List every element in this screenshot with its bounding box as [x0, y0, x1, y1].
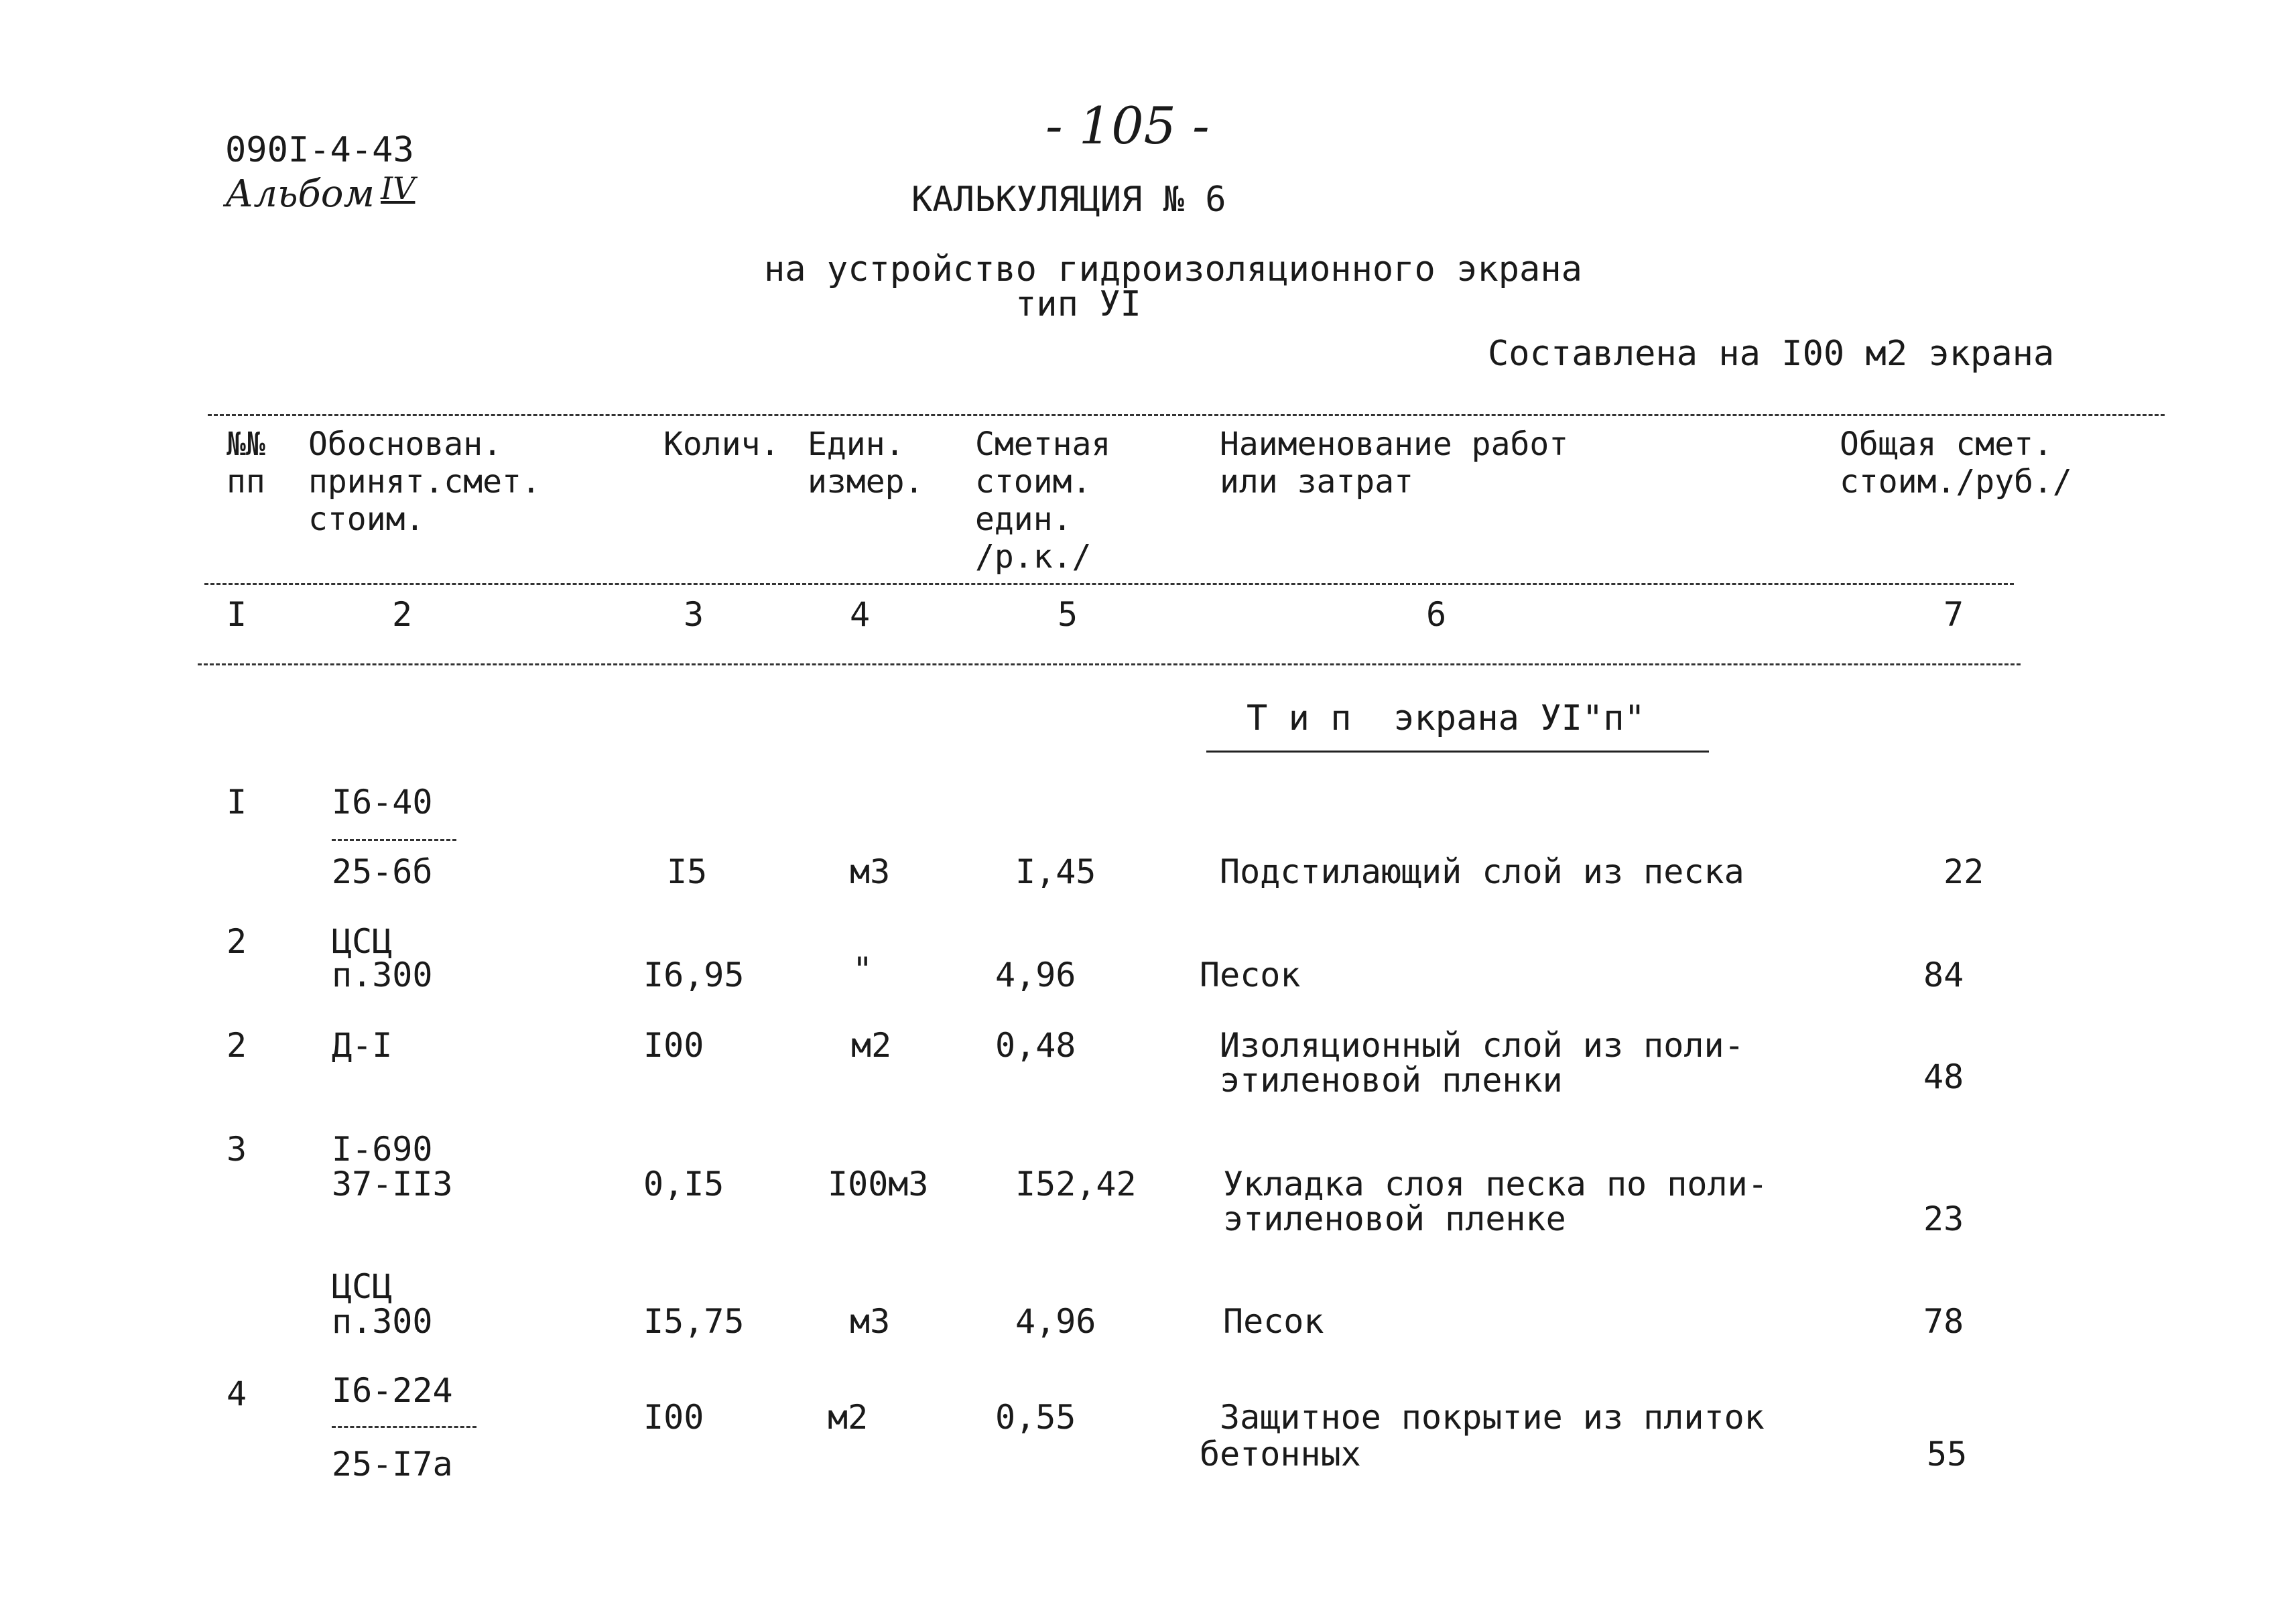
row-1-number: I: [227, 783, 247, 822]
column-header-work-name: Наименование работ или затрат: [1220, 426, 1569, 501]
album-label: Альбом: [225, 172, 375, 216]
row-6-number: 4: [227, 1374, 247, 1413]
row-5-total: 78: [1923, 1302, 1964, 1341]
row-1-basis-bottom: 25-6б: [332, 852, 433, 891]
row-4-unit: I00м3: [828, 1165, 929, 1204]
section-title-underline: [1206, 751, 1709, 753]
album-number: IV: [381, 170, 416, 206]
calculation-subtitle: на устройство гидроизоляционного экрана: [764, 249, 1582, 289]
row-4-number: 3: [227, 1130, 247, 1169]
column-number-6: 6: [1426, 595, 1447, 634]
row-5-unit: м3: [850, 1302, 891, 1341]
row-5-unit-cost: 4,96: [1015, 1302, 1096, 1341]
row-5-quantity: I5,75: [643, 1302, 745, 1341]
column-number-1: I: [227, 595, 247, 634]
row-3-basis-top: Д-I: [332, 1026, 393, 1065]
row-4-work-name-cont: этиленовой пленке: [1223, 1199, 1566, 1238]
section-title: Т и п экрана УI"п": [1247, 698, 1645, 738]
document-code: 090I-4-43: [225, 130, 414, 170]
row-2-unit: ": [852, 950, 873, 989]
row-4-quantity: 0,I5: [643, 1165, 724, 1204]
column-number-2: 2: [392, 595, 413, 634]
column-header-basis: Обоснован. принят.смет. стоим.: [308, 426, 541, 538]
row-5-basis-top: ЦСЦ: [332, 1267, 393, 1306]
row-1-unit-cost: I,45: [1015, 852, 1096, 891]
row-6-total: 55: [1927, 1435, 1968, 1474]
screen-type: тип УI: [1015, 284, 1141, 324]
row-4-basis-bottom: 37-II3: [332, 1165, 453, 1204]
row-4-work-name: Укладка слоя песка по поли-: [1223, 1165, 1768, 1204]
column-header-quantity: Колич.: [663, 426, 780, 463]
row-3-quantity: I00: [643, 1026, 704, 1065]
row-3-work-name-cont: этиленовой пленки: [1220, 1061, 1563, 1100]
column-header-unit-cost: Сметная стоим. един. /р.к./: [975, 426, 1111, 576]
row-2-basis-bottom: п.300: [332, 956, 433, 994]
row-3-unit-cost: 0,48: [995, 1026, 1076, 1065]
table-top-rule: [208, 414, 2165, 416]
row-1-basis-top: I6-40: [332, 783, 433, 822]
column-number-5: 5: [1058, 595, 1078, 634]
row-6-unit-cost: 0,55: [995, 1398, 1076, 1437]
row-6-basis-bottom: 25-I7а: [332, 1445, 453, 1484]
row-2-total: 84: [1923, 956, 1964, 994]
row-2-number: 2: [227, 922, 247, 961]
row-1-quantity: I5: [667, 852, 708, 891]
row-4-total: 23: [1923, 1199, 1964, 1238]
row-2-unit-cost: 4,96: [995, 956, 1076, 994]
row-4-basis-top: I-690: [332, 1130, 433, 1169]
row-6-work-name-cont: бетонных: [1200, 1435, 1361, 1474]
row-3-work-name: Изоляционный слой из поли-: [1220, 1026, 1744, 1065]
column-number-4: 4: [850, 595, 871, 634]
row-6-basis-top: I6-224: [332, 1371, 453, 1410]
row-6-unit: м2: [828, 1398, 869, 1437]
header-bottom-rule: [204, 583, 2014, 585]
column-header-unit: Един. измер.: [808, 426, 924, 501]
column-header-total: Общая смет. стоим./руб./: [1840, 426, 2072, 501]
row-2-work-name: Песок: [1200, 956, 1301, 994]
row-6-quantity: I00: [643, 1398, 704, 1437]
column-header-number: №№ пп: [227, 426, 265, 501]
row-3-number: 2: [227, 1026, 247, 1065]
row-4-unit-cost: I52,42: [1015, 1165, 1137, 1204]
row-1-work-name: Подстилающий слой из песка: [1220, 852, 1744, 891]
compiled-for-note: Составлена на I00 м2 экрана: [1488, 334, 2055, 374]
row-6-basis-divider: [332, 1426, 476, 1428]
column-number-7: 7: [1943, 595, 1964, 634]
row-2-quantity: I6,95: [643, 956, 745, 994]
page-number: - 105 -: [1045, 96, 1210, 155]
row-5-work-name: Песок: [1223, 1302, 1324, 1341]
row-1-unit: м3: [850, 852, 891, 891]
row-3-unit: м2: [851, 1026, 892, 1065]
row-1-basis-divider: [332, 839, 456, 841]
calculation-title: КАЛЬКУЛЯЦИЯ № 6: [911, 180, 1226, 220]
row-5-basis-bottom: п.300: [332, 1302, 433, 1341]
column-number-3: 3: [684, 595, 704, 634]
row-1-total: 22: [1943, 852, 1984, 891]
row-3-total: 48: [1923, 1057, 1964, 1096]
row-6-work-name: Защитное покрытие из плиток: [1220, 1398, 1765, 1437]
column-numbers-rule: [198, 663, 2021, 665]
row-2-basis-top: ЦСЦ: [332, 922, 393, 961]
